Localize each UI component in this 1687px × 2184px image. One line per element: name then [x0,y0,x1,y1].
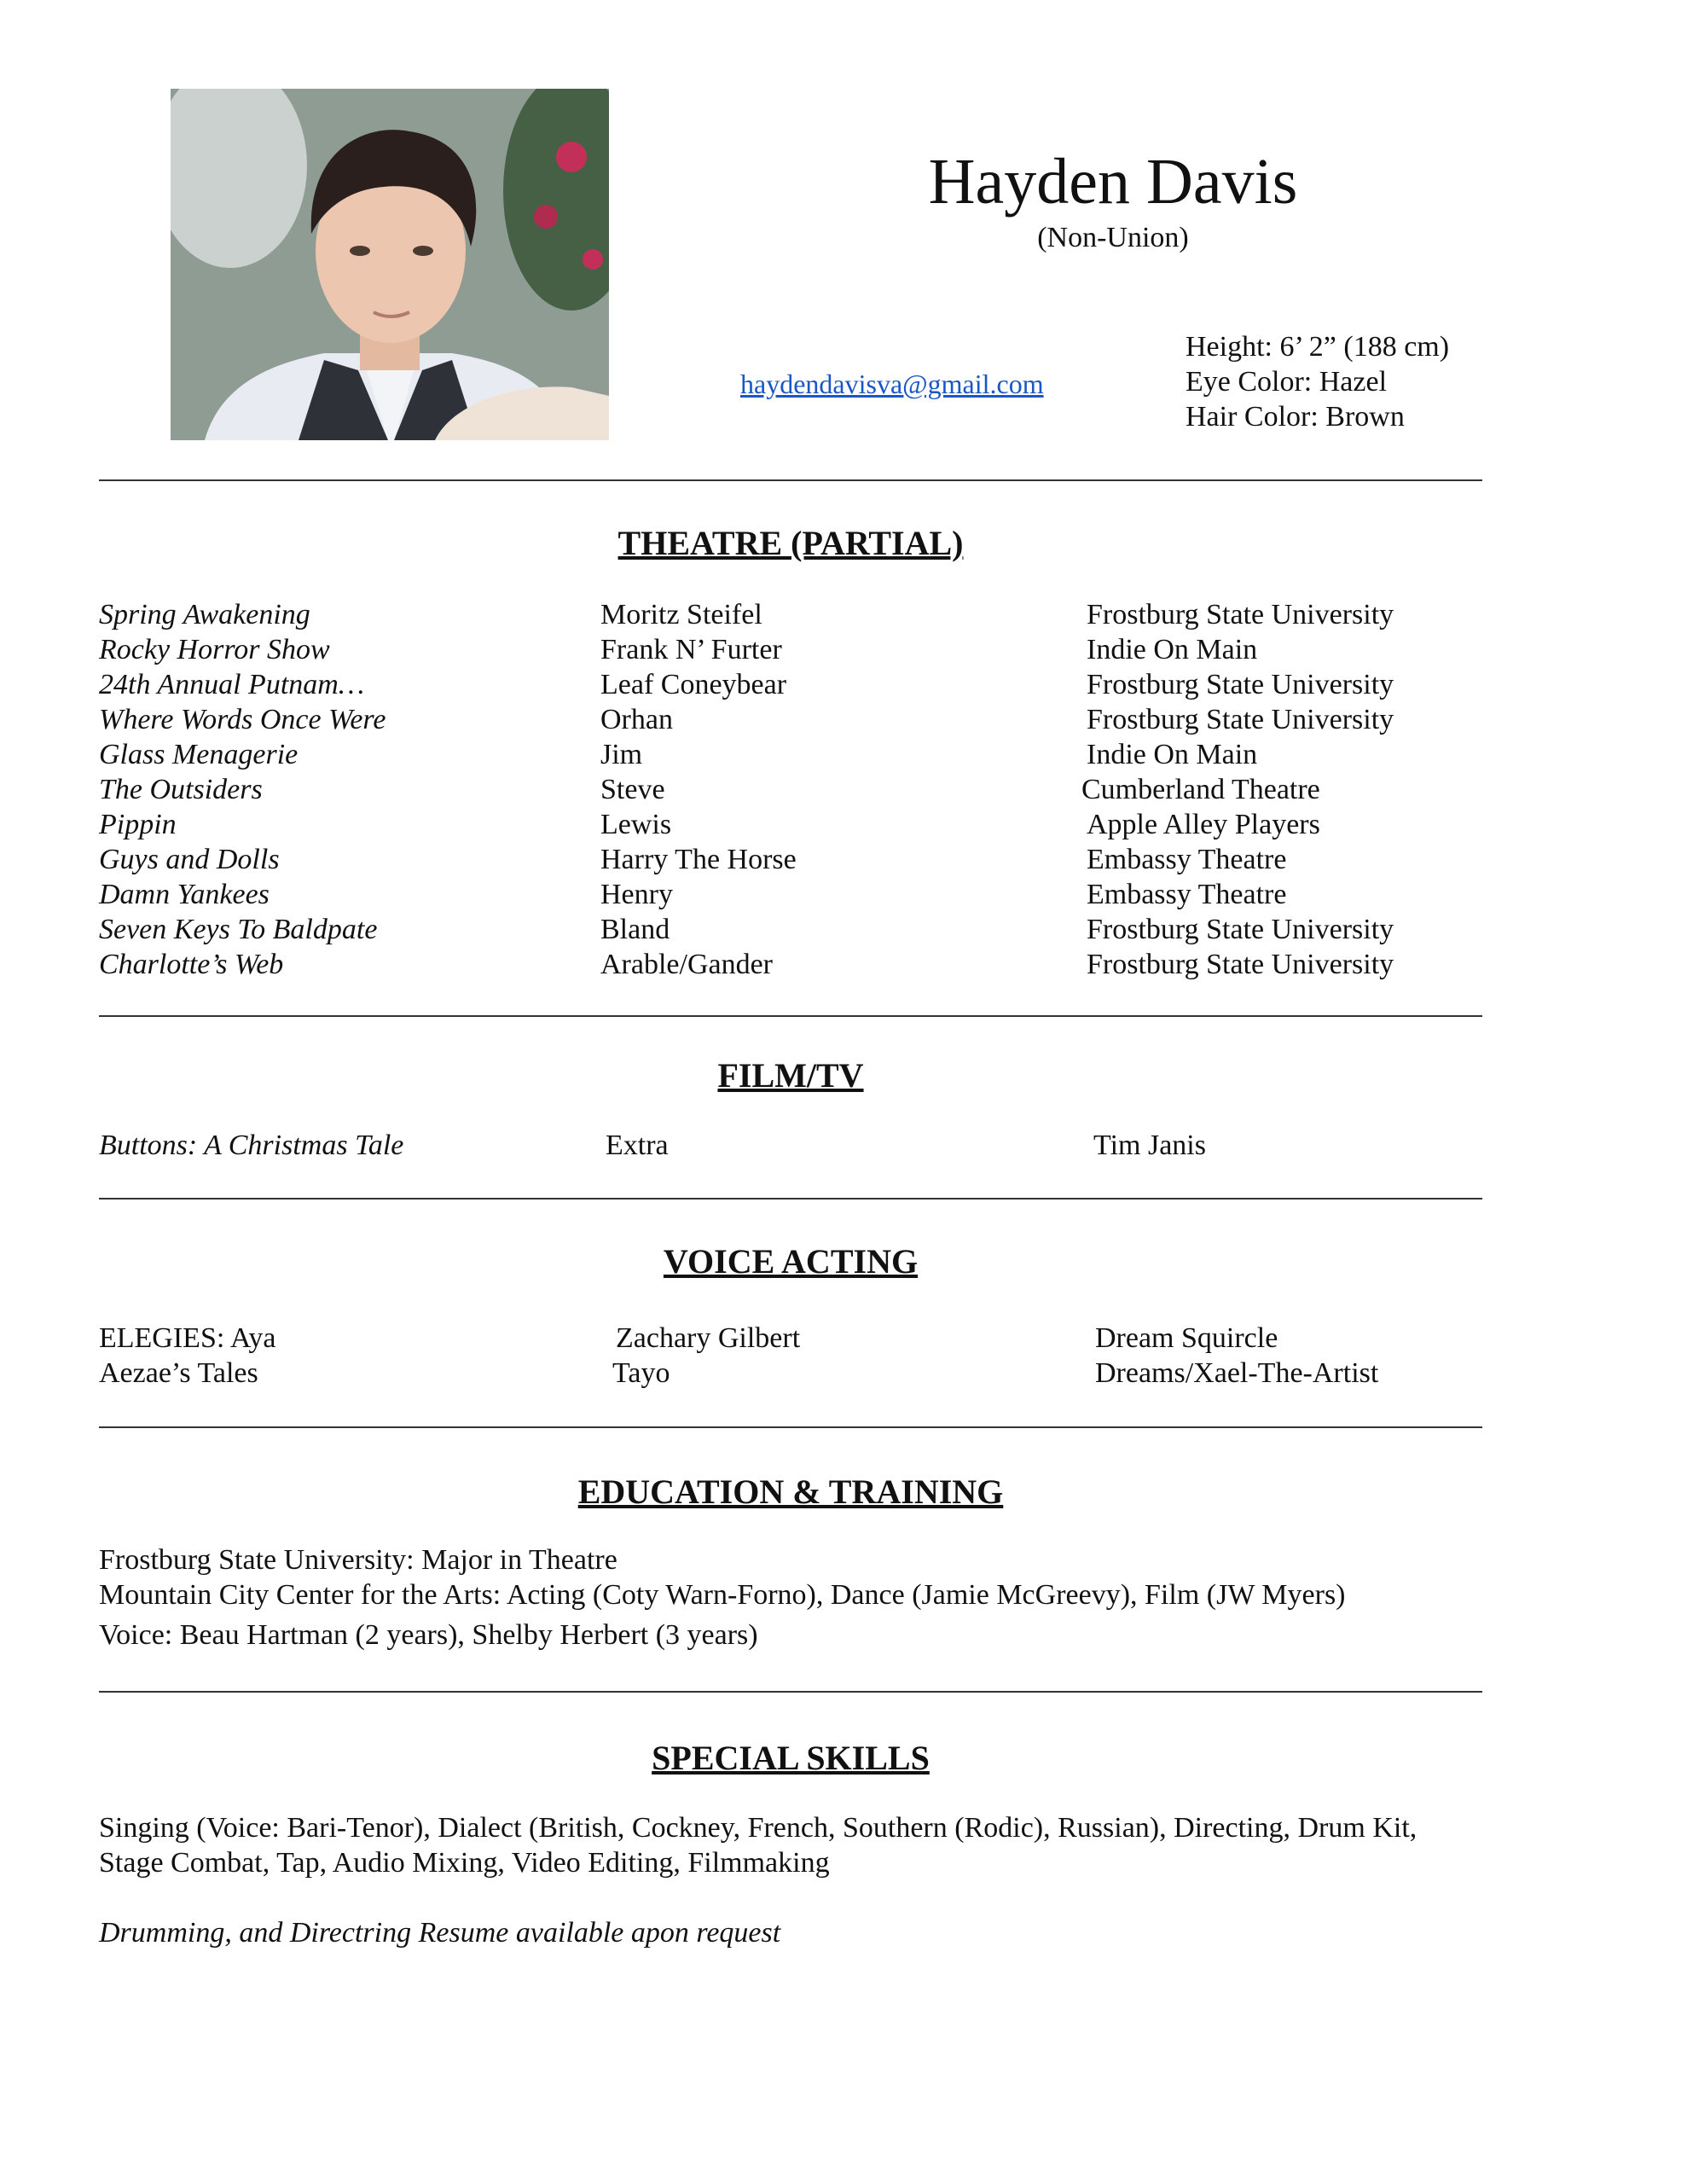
show-title: Where Words Once Were [99,704,386,735]
hair-color-stat: Hair Color: Brown [1186,401,1405,433]
venue: Embassy Theatre [1087,879,1287,910]
film-heading: FILM/TV [717,1056,864,1095]
table-row [99,702,1482,737]
venue: Apple Alley Players [1087,809,1320,840]
theatre-heading: THEATRE (PARTIAL) [617,524,964,562]
education-line: Frostburg State University: Major in Theatre [99,1544,617,1576]
role: Harry The Horse [600,844,797,875]
venue: Cumberland Theatre [1081,774,1320,805]
role: Henry [600,879,673,910]
role: Frank N’ Furter [600,634,782,665]
table-row [99,807,1482,842]
table-row [99,912,1482,947]
table-row [99,1321,1482,1356]
role: Jim [600,739,643,770]
skills-line: Stage Combat, Tap, Audio Mixing, Video Editing, Filmmaking [99,1847,830,1879]
table-row [99,667,1482,702]
voice-heading: VOICE ACTING [663,1242,919,1281]
education-line: Mountain City Center for the Arts: Acting (Coty Warn-Forno), Dance (Jamie McGreevy), Film (JW Myers) [99,1579,1346,1611]
show-title: Guys and Dolls [99,844,280,875]
role: Leaf Coneybear [600,669,787,700]
producer: Dreams/Xael-The-Artist [1095,1357,1379,1389]
skills-line: Singing (Voice: Bari-Tenor), Dialect (British, Cockney, French, Southern (Rodic), Russian), Directing, Drum Kit, [99,1812,1417,1844]
project-title: Aezae’s Tales [99,1357,258,1389]
show-title: Glass Menagerie [99,739,299,770]
venue: Frostburg State University [1087,669,1394,700]
table-row [99,947,1482,982]
divider [99,1015,1482,1017]
education-heading: EDUCATION & TRAINING [577,1472,1004,1511]
venue: Indie On Main [1087,634,1258,665]
actor-name: Hayden Davis [928,146,1298,218]
show-title: Seven Keys To Baldpate [99,914,378,945]
show-title: Charlotte’s Web [99,949,284,980]
role: Zachary Gilbert [616,1322,801,1354]
divider [99,479,1482,481]
resume-note: Drumming, and Directring Resume available apon request [99,1917,781,1949]
table-row [99,1128,1482,1163]
project-title: ELEGIES: Aya [99,1322,276,1354]
table-row [99,842,1482,877]
role: Steve [600,774,665,805]
table-row [99,737,1482,772]
height-stat: Height: 6’ 2” (188 cm) [1186,331,1450,363]
role: Moritz Steifel [600,599,762,630]
role: Extra [606,1130,669,1161]
show-title: 24th Annual Putnam… [99,669,365,700]
venue: Frostburg State University [1087,704,1394,735]
table-row [99,1356,1482,1391]
producer: Dream Squircle [1095,1322,1278,1354]
skills-heading: SPECIAL SKILLS [652,1739,930,1777]
divider [99,1691,1482,1693]
venue: Frostburg State University [1087,914,1394,945]
table-row [99,772,1482,807]
role: Tayo [612,1357,670,1389]
education-line: Voice: Beau Hartman (2 years), Shelby Herbert (3 years) [99,1619,758,1651]
table-row [99,632,1482,667]
show-title: The Outsiders [99,774,263,805]
venue: Tim Janis [1093,1130,1206,1161]
physical-stats [1186,329,1449,434]
skills-list [99,1810,1498,1880]
headshot-photo [171,89,609,440]
role: Arable/Gander [600,949,774,980]
show-title: Pippin [99,809,177,840]
show-title: Spring Awakening [99,599,310,630]
show-title: Damn Yankees [99,879,270,910]
role: Bland [600,914,670,945]
eye-color-stat: Eye Color: Hazel [1186,366,1388,398]
education-list [99,1542,1498,1653]
role: Orhan [600,704,673,735]
table-row [99,597,1482,632]
divider [99,1426,1482,1428]
union-status: (Non-Union) [1037,222,1189,253]
role: Lewis [600,809,672,840]
table-row [99,877,1482,912]
venue: Frostburg State University [1087,599,1394,630]
venue: Embassy Theatre [1087,844,1287,875]
venue: Frostburg State University [1087,949,1394,980]
venue: Indie On Main [1087,739,1258,770]
show-title: Rocky Horror Show [99,634,330,665]
email-link[interactable]: haydendavisva@gmail.com [740,369,1044,399]
divider [99,1198,1482,1199]
show-title: Buttons: A Christmas Tale [99,1130,404,1161]
